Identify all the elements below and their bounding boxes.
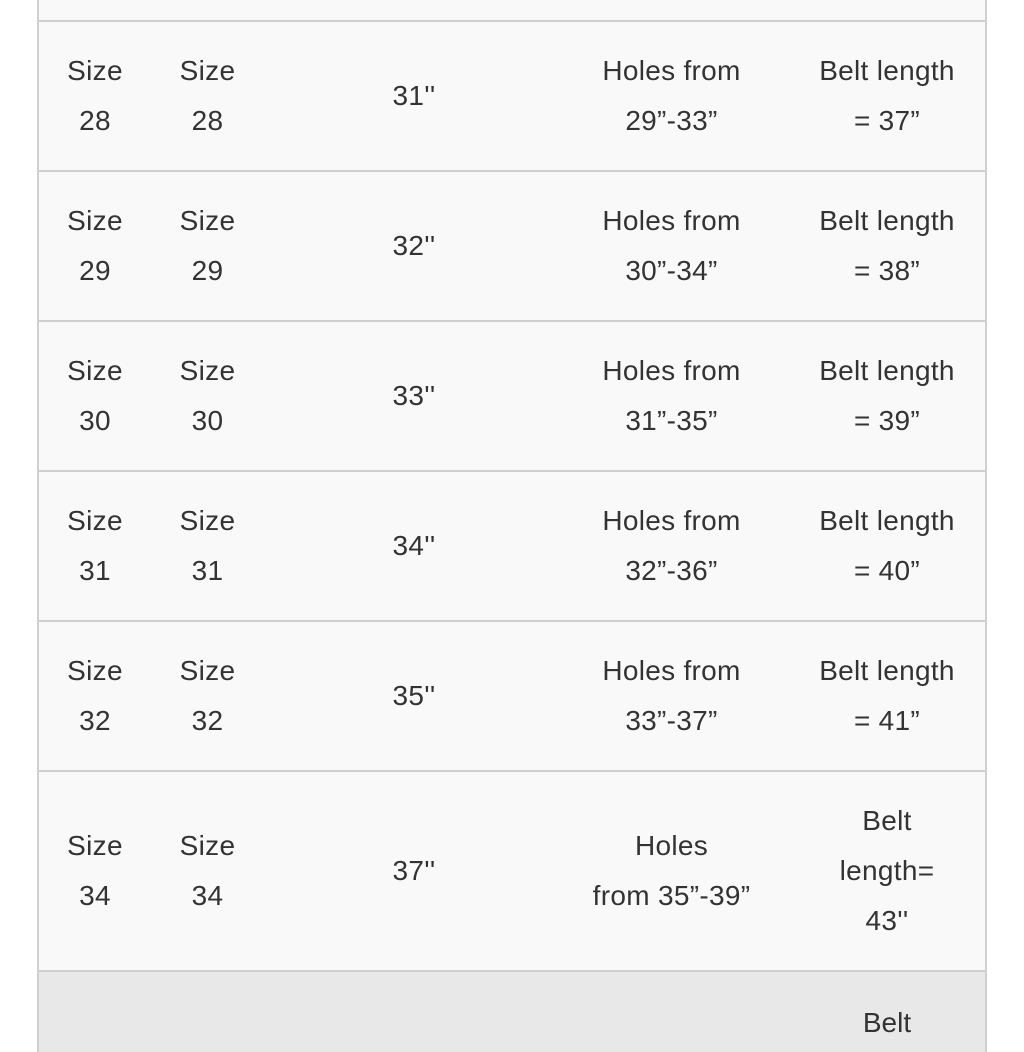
- holes-cell: Holes from 31”-35”: [602, 355, 741, 436]
- size-cell: Size 30: [179, 355, 236, 436]
- belt-length-cell: Belt length = 41”: [819, 655, 955, 736]
- holes-cell: Holes from 33”-37”: [602, 655, 741, 736]
- waist-cell: 31'': [392, 80, 436, 111]
- table-row: [39, 772, 985, 972]
- size-cell: Size 34: [179, 830, 236, 911]
- belt-length-cell: Belt: [862, 1007, 912, 1038]
- size-cell: Size 28: [67, 55, 123, 136]
- holes-cell: Holes from 32”-36”: [602, 505, 741, 586]
- table-row: [39, 622, 985, 772]
- belt-length-cell: Belt length = 40”: [819, 505, 955, 586]
- holes-cell: Holes from 29”-33”: [602, 55, 741, 136]
- belt-length-cell: Belt length = 38”: [819, 205, 955, 286]
- size-cell: Size 30: [67, 355, 123, 436]
- waist-cell: 33'': [392, 380, 436, 411]
- size-cell: Size 32: [179, 655, 236, 736]
- belt-length-cell: Belt length = 37”: [819, 55, 955, 136]
- table-row: [39, 322, 985, 472]
- size-chart-table: [37, 0, 987, 1052]
- size-cell: Size 31: [179, 505, 236, 586]
- belt-length-cell: Belt length = 39”: [819, 355, 955, 436]
- waist-cell: 35'': [392, 680, 436, 711]
- waist-cell: 34'': [392, 530, 436, 561]
- holes-cell: Holes from 30”-34”: [602, 205, 741, 286]
- belt-length-cell: Belt length= 43'': [839, 805, 935, 936]
- waist-cell: 37'': [392, 855, 436, 886]
- holes-cell: Holes from 35”-39”: [592, 830, 751, 911]
- table-row: [39, 972, 985, 1052]
- size-cell: Size 31: [67, 505, 123, 586]
- table-row: [39, 172, 985, 322]
- size-cell: Size 34: [67, 830, 123, 911]
- size-cell: Size 29: [67, 205, 123, 286]
- waist-cell: 32'': [392, 230, 436, 261]
- table-row: [39, 472, 985, 622]
- table-row: [39, 22, 985, 172]
- table-row: [39, 0, 985, 22]
- size-cell: Size 28: [179, 55, 236, 136]
- size-cell: Size 29: [179, 205, 236, 286]
- size-cell: Size 32: [67, 655, 123, 736]
